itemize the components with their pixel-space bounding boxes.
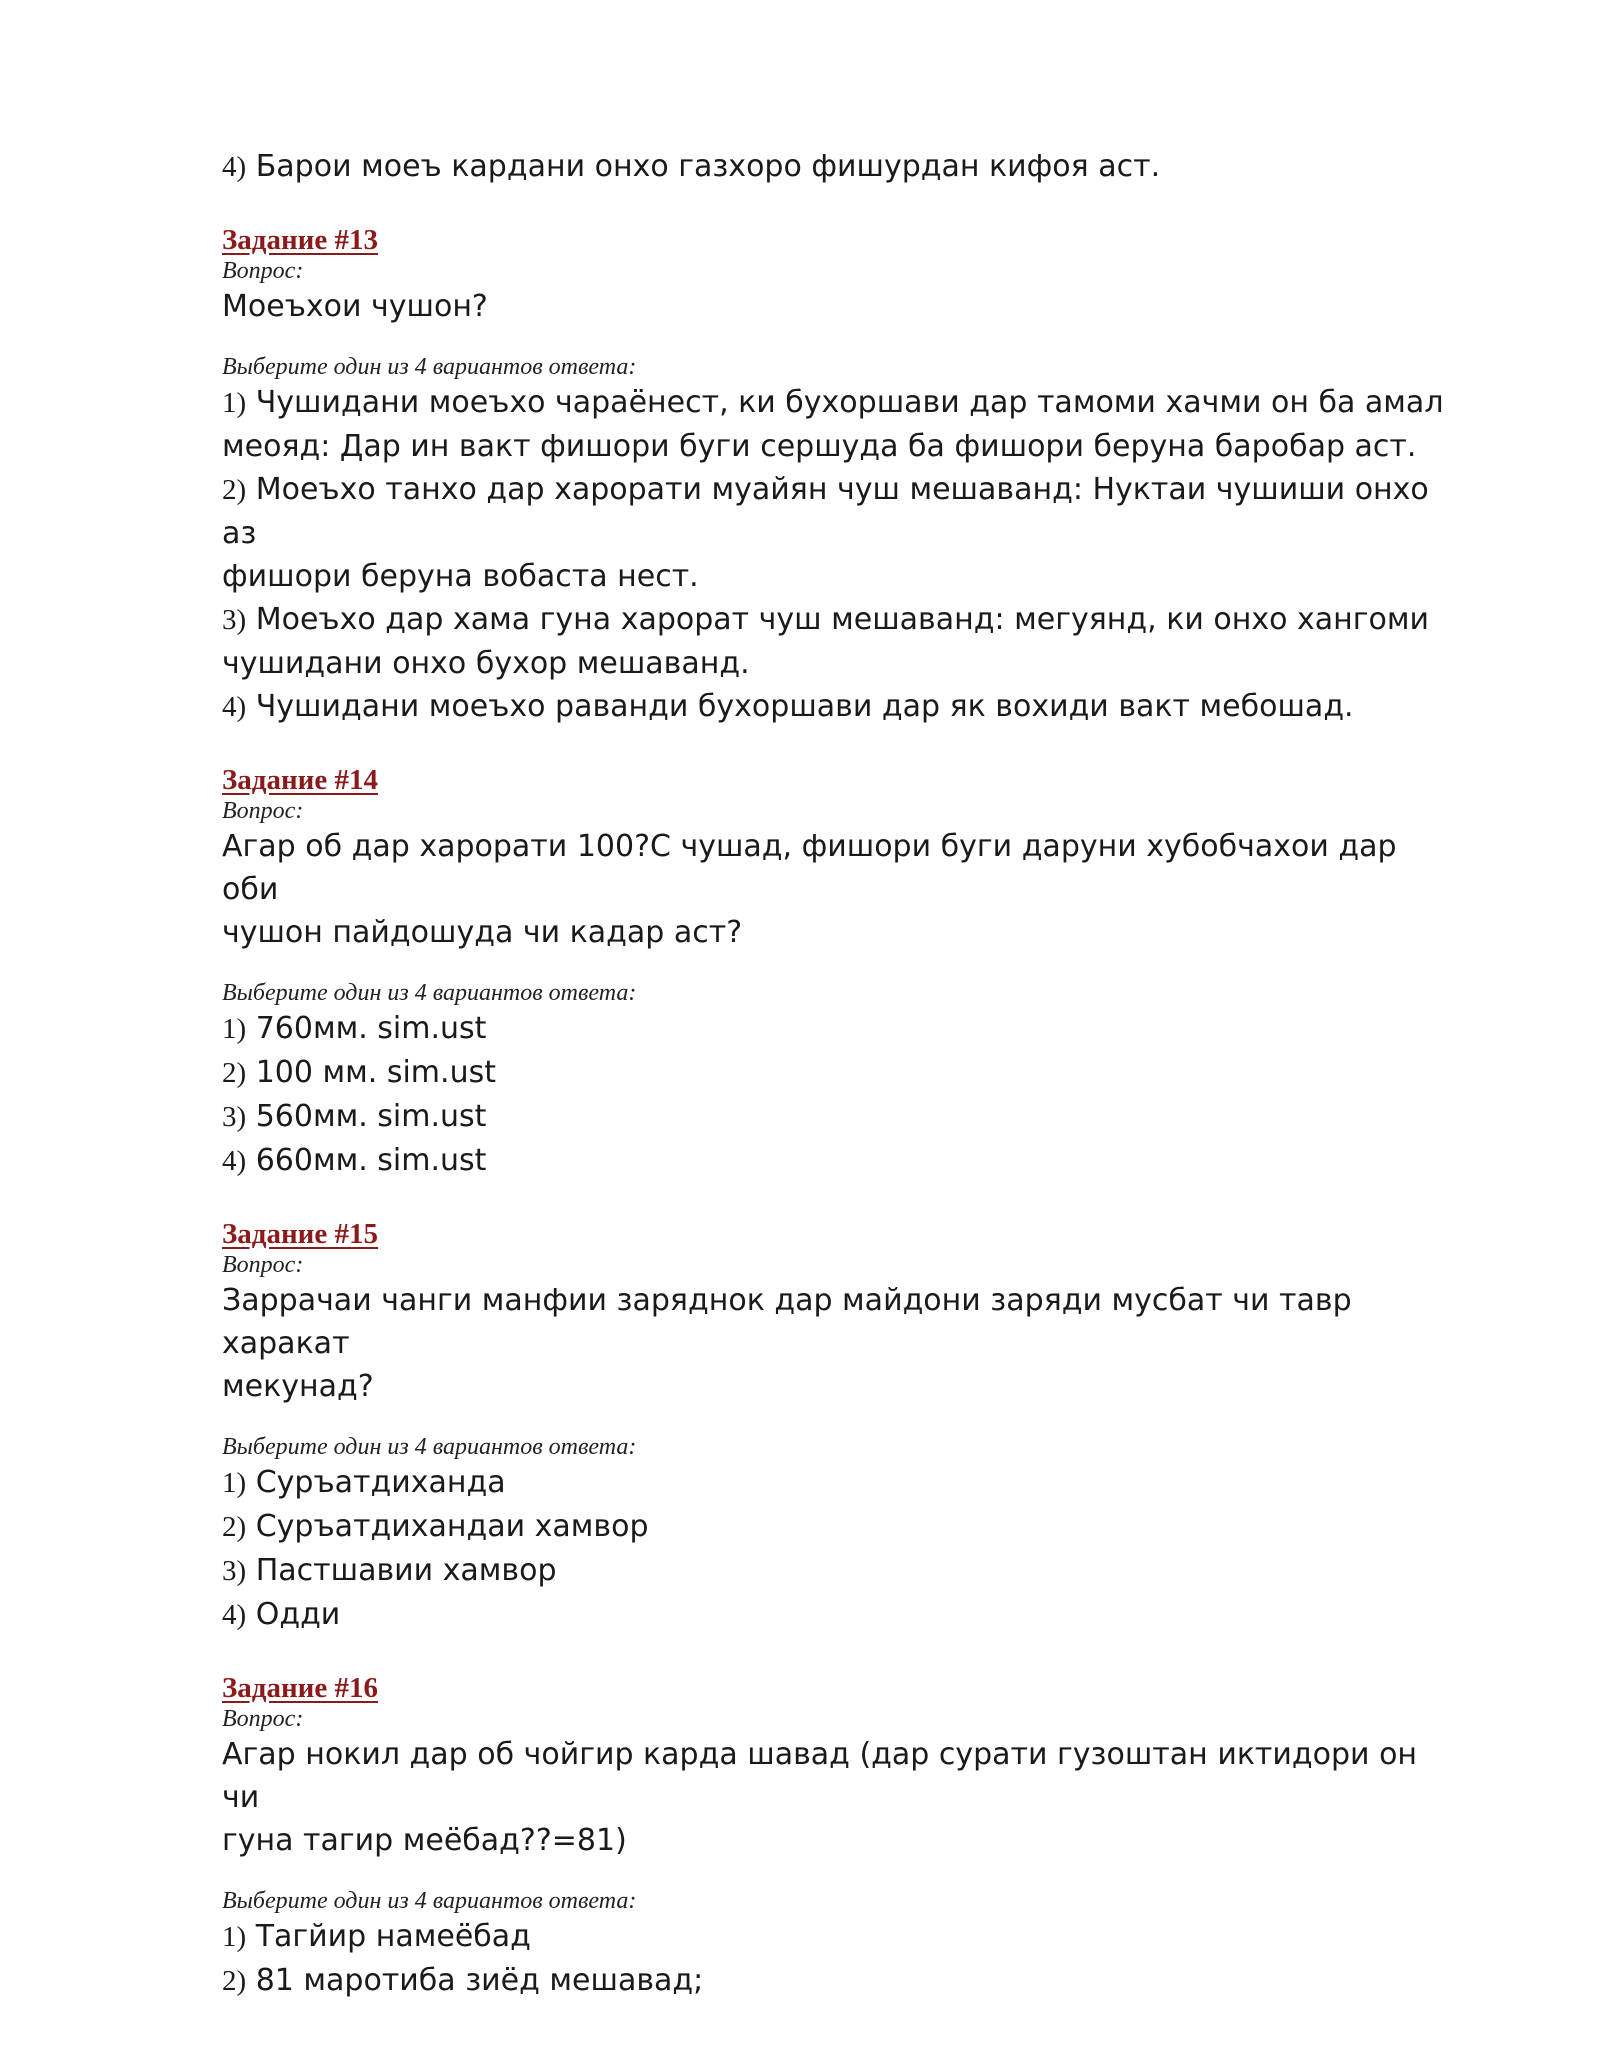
option-number: 2) bbox=[222, 474, 247, 506]
question-line: Агар нокил дар об чойгир карда шавад (дар сурати гузоштан иктидори он чи bbox=[222, 1737, 1418, 1815]
answer-option bbox=[222, 1549, 1462, 1593]
answer-option bbox=[222, 381, 1462, 425]
answer-option bbox=[222, 1139, 1462, 1183]
options-label: Выберите один из 4 вариантов ответа: bbox=[222, 354, 637, 380]
option-text: Барои моеъ кардани онхо газхоро фишурдан кифоя аст. bbox=[246, 149, 1161, 184]
option-text: 100 мм. sim.ust bbox=[246, 1055, 496, 1090]
option-number: 4) bbox=[222, 151, 247, 183]
answer-option bbox=[222, 1095, 1462, 1139]
option-number: 3) bbox=[222, 1101, 247, 1133]
question-line: Агар об дар харорати 100?С чушад, фишори буги даруни хубобчахои дар оби bbox=[222, 829, 1397, 907]
answer-option bbox=[222, 1051, 1462, 1095]
answer-options bbox=[222, 1007, 1462, 1183]
option-number: 2) bbox=[222, 1511, 247, 1543]
answer-option bbox=[222, 1007, 1462, 1051]
task-title: Задание #13 bbox=[222, 224, 379, 256]
question-line: Заррачаи чанги манфии заряднок дар майдони заряди мусбат чи тавр харакат bbox=[222, 1283, 1352, 1361]
option-text: 660мм. sim.ust bbox=[246, 1143, 487, 1178]
answer-option bbox=[222, 598, 1462, 642]
task-15 bbox=[222, 1217, 1462, 1637]
question-line: Моеъхои чушон? bbox=[222, 289, 488, 324]
question-text bbox=[222, 1279, 1462, 1408]
task-title: Задание #14 bbox=[222, 764, 379, 796]
option-text: Тагйир намеёбад bbox=[246, 1919, 531, 1954]
task-title: Задание #15 bbox=[222, 1218, 379, 1250]
answer-option bbox=[222, 145, 1462, 189]
option-text: Одди bbox=[246, 1597, 341, 1632]
answer-options bbox=[222, 381, 1462, 729]
option-number: 1) bbox=[222, 1013, 247, 1045]
option-number: 1) bbox=[222, 387, 247, 419]
task-title: Задание #16 bbox=[222, 1672, 379, 1704]
answer-option-continued: чушидани онхо бухор мешаванд. bbox=[222, 646, 750, 681]
option-text: Чушидани моеъхо чараёнест, ки бухоршави дар тамоми хачми он ба амал bbox=[246, 385, 1444, 420]
option-number: 4) bbox=[222, 1145, 247, 1177]
question-label: Вопрос: bbox=[222, 798, 304, 824]
option-text: Чушидани моеъхо раванди бухоршави дар як вохиди вакт мебошад. bbox=[246, 689, 1354, 724]
option-text: Пастшавии хамвор bbox=[246, 1553, 557, 1588]
answer-option bbox=[222, 1505, 1462, 1549]
answer-option bbox=[222, 1461, 1462, 1505]
answer-option bbox=[222, 1593, 1462, 1637]
question-label: Вопрос: bbox=[222, 1706, 304, 1732]
answer-option bbox=[222, 468, 1462, 555]
option-number: 4) bbox=[222, 691, 247, 723]
option-text: Суръатдихандаи хамвор bbox=[246, 1509, 649, 1544]
question-text bbox=[222, 1733, 1462, 1862]
question-label: Вопрос: bbox=[222, 1252, 304, 1278]
option-number: 1) bbox=[222, 1921, 247, 1953]
options-label: Выберите один из 4 вариантов ответа: bbox=[222, 1434, 637, 1460]
option-number: 2) bbox=[222, 1057, 247, 1089]
option-text: 81 маротиба зиёд мешавад; bbox=[246, 1963, 704, 1998]
option-number: 4) bbox=[222, 1599, 247, 1631]
task-16 bbox=[222, 1671, 1462, 2003]
options-label: Выберите один из 4 вариантов ответа: bbox=[222, 980, 637, 1006]
question-text bbox=[222, 825, 1462, 954]
option-number: 1) bbox=[222, 1467, 247, 1499]
question-text bbox=[222, 285, 1462, 328]
question-line: чушон пайдошуда чи кадар аст? bbox=[222, 915, 743, 950]
answer-option-continued: фишори беруна вобаста нест. bbox=[222, 559, 699, 594]
question-line: мекунад? bbox=[222, 1369, 374, 1404]
option-number: 3) bbox=[222, 1555, 247, 1587]
document-page bbox=[222, 145, 1462, 2003]
option-text: 760мм. sim.ust bbox=[246, 1011, 487, 1046]
answer-option-continued: меояд: Дар ин вакт фишори буги сершуда ба фишори беруна баробар аст. bbox=[222, 429, 1417, 464]
answer-options bbox=[222, 1915, 1462, 2003]
answer-options bbox=[222, 1461, 1462, 1637]
question-label: Вопрос: bbox=[222, 258, 304, 284]
answer-option bbox=[222, 1915, 1462, 1959]
answer-option bbox=[222, 1959, 1462, 2003]
answer-option bbox=[222, 685, 1462, 729]
task-14 bbox=[222, 763, 1462, 1183]
options-label: Выберите один из 4 вариантов ответа: bbox=[222, 1888, 637, 1914]
option-number: 2) bbox=[222, 1965, 247, 1997]
question-line: гуна тагир меёбад??=81) bbox=[222, 1823, 627, 1858]
option-text: Моеъхо танхо дар харорати муайян чуш мешаванд: Нуктаи чушиши онхо аз bbox=[222, 472, 1429, 551]
option-text: 560мм. sim.ust bbox=[246, 1099, 487, 1134]
task-13 bbox=[222, 223, 1462, 729]
option-text: Суръатдиханда bbox=[246, 1465, 506, 1500]
option-number: 3) bbox=[222, 604, 247, 636]
option-text: Моеъхо дар хама гуна харорат чуш мешаванд: мегуянд, ки онхо хангоми bbox=[246, 602, 1429, 637]
